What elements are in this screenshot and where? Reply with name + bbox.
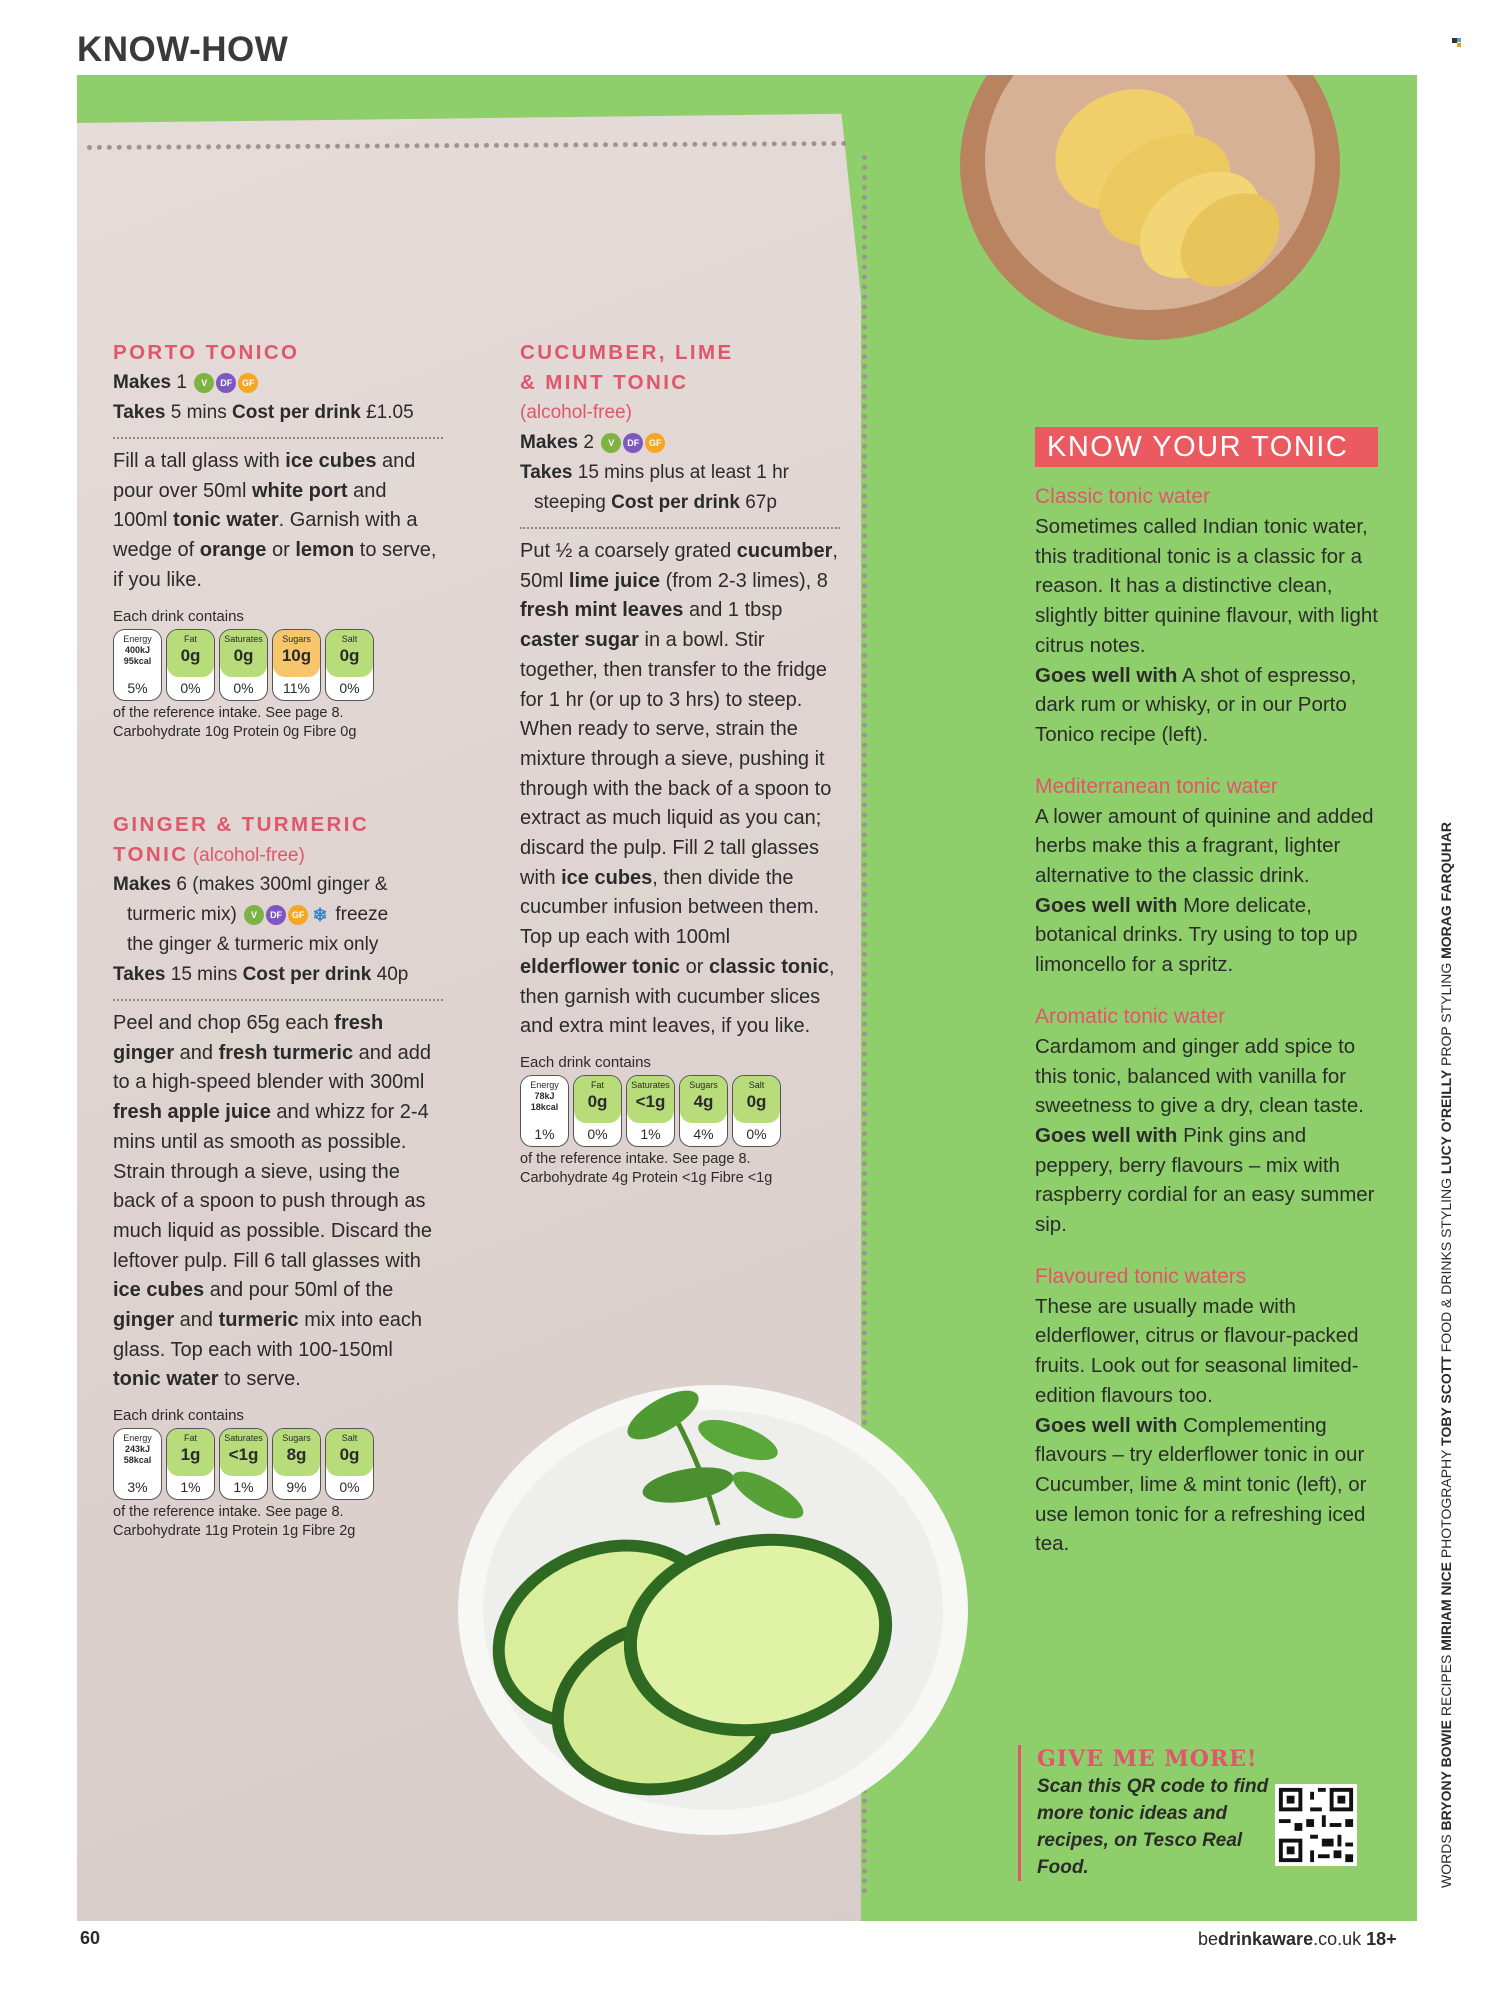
tonic-description [1035,802,1380,980]
give-me-more-panel [1018,1745,1297,1881]
nutrient-label: Sugars [282,633,311,644]
tonic-text: These are usually made with elderflower, citrus or flavour-packed fruits. Look out for seasonal limited-edition flavours too. [1035,1294,1359,1407]
nutrient-top [574,1076,621,1123]
takes-label: Takes [113,402,166,423]
nutrient-label: Saturates [224,1433,263,1444]
tonic-heading: Mediterranean tonic water [1035,774,1278,798]
nutrient-percent: 9% [286,1479,307,1496]
nutrient-top [220,1429,267,1476]
recipe-ginger-turmeric-tonic [113,810,443,1541]
method-run: Fill a tall glass with [113,450,286,472]
nutrition-panel [113,1428,443,1500]
nutrition-cell-salt [732,1075,781,1147]
method-run: to serve. [218,1368,301,1391]
credits [1438,748,1454,1888]
energy-kj: 78kJ [534,1090,555,1101]
nutrient-top [220,630,267,677]
nutrient-label: Salt [341,1433,358,1444]
tonic-section [1035,482,1380,750]
tonic-description [1035,512,1380,750]
recipe-porto-tonico [113,338,443,742]
nutrient-percent: 0% [233,679,254,696]
takes-value: 15 mins plus at least 1 hr [577,462,789,483]
divider [113,999,443,1001]
tonic-section [1035,1002,1380,1240]
takes-line [113,960,443,990]
nutrition-energy-cell [113,1428,162,1500]
cost-label: Cost per drink [611,492,740,513]
page-number: 60 [80,1928,101,1948]
nutrient-label: Fat [183,1433,197,1444]
tonic-heading: Flavoured tonic waters [1035,1264,1247,1288]
makes-label: Makes [113,372,172,393]
ginger-bowl-image [950,75,1340,340]
method-run: , then divide the cucumber infusion between them. Top up each with 100ml [520,866,820,949]
ingredient-bold: orange [199,539,267,562]
gluten-free-badge-icon: GF [288,905,308,925]
nutrient-value: 8g [286,1445,307,1465]
method-run: and [174,1041,219,1064]
nutrition-cell-saturates [219,629,268,701]
makes-value: 1 [176,372,187,393]
ingredient-bold: fresh apple juice [113,1101,271,1124]
makes-value: 6 (makes 300ml ginger & [176,874,388,895]
tonic-section [1035,1262,1380,1559]
tonic-description [1035,1032,1380,1240]
nutrition-cell-fat [166,629,215,701]
age-label: 18+ [1366,1929,1397,1949]
method-run: to serve, if you like. [113,539,437,591]
method-run: and whizz for 2-4 mins until as smooth as possible. Strain through a sieve, using the back of a spoon to push through as much liquid as possible. Discard the leftover pulp. Fill 6 tall glasses with [113,1101,433,1272]
nutrient-label: Saturates [224,633,263,644]
nutrient-percent: 0% [746,1125,767,1142]
alcohol-free-label: (alcohol-free) [520,402,632,423]
nutrient-value: <1g [228,1445,259,1465]
ingredient-bold: lemon [295,539,355,562]
nutrition-cell-salt [325,1428,374,1500]
nutrition-cell-fat [573,1075,622,1147]
nutrition-cell-saturates [219,1428,268,1500]
give-me-more-title: GIVE ME MORE! [1037,1746,1258,1772]
qr-code-icon[interactable] [1275,1784,1357,1866]
nutrient-percent: 0% [587,1125,608,1142]
ingredient-bold: fresh turmeric [218,1041,354,1064]
method-run: and [174,1309,219,1332]
section-title: KNOW-HOW [77,30,289,69]
nutrient-top [627,1076,674,1123]
tonic-description [1035,1292,1380,1559]
recipe-title: GINGER & TURMERIC [113,813,370,836]
nutrient-top [167,1429,214,1476]
nutrient-label: Sugars [282,1433,311,1444]
dairy-free-badge-icon: DF [623,433,643,453]
energy-kcal: 18kcal [530,1101,559,1112]
nutrient-top [680,1076,727,1123]
nutrient-top [273,630,320,677]
alcohol-free-label: (alcohol-free) [192,845,305,866]
credit-name: LUCY O'REILLY [1438,1066,1454,1175]
nutrient-label: Fat [590,1079,604,1090]
nutrient-value: <1g [635,1091,666,1111]
nutrient-percent: 0% [339,679,360,696]
nutrition-panel [113,629,443,701]
nutrient-top [733,1076,780,1123]
makes-line [113,870,443,900]
credit-role: WORDS [1438,1830,1454,1888]
cost-label: Cost per drink [242,964,372,985]
nutrition-title: Each drink contains [113,607,244,625]
ingredient-bold: ice cubes [561,866,653,889]
gluten-free-badge-icon: GF [645,433,665,453]
nutrition-macros: Carbohydrate 4g Protein <1g Fibre <1g [520,1169,773,1186]
nutrition-macros: Carbohydrate 11g Protein 1g Fibre 2g [113,1523,356,1540]
recipe-title: PORTO TONICO [113,341,300,364]
vegetarian-badge-icon: V [194,373,214,393]
goes-well-label: Goes well with [1035,663,1178,687]
method-run: and 1 tbsp [683,599,783,622]
takes-value: 15 mins [170,964,238,985]
nutrition-cell-sugars [272,629,321,701]
cost-line: steeping Cost per drink 67p [534,492,777,513]
method-run: or [266,539,296,562]
method-run: or [680,955,709,978]
takes-label: Takes [520,462,573,483]
nutrient-value: 0g [233,645,254,665]
ingredient-bold: elderflower tonic [520,955,681,978]
credit-name: MIRIAM NICE [1438,1558,1454,1651]
credit-role: RECIPES [1438,1650,1454,1717]
recipe-title-line2: & MINT TONIC [520,371,689,394]
dairy-free-badge-icon: DF [266,905,286,925]
energy-kcal: 95kcal [123,655,152,666]
makes-line2: turmeric mix) V DF GF ❄ freeze [127,904,389,925]
nutrient-percent: 0% [339,1479,360,1496]
cucumber-bowl-image [438,1345,968,1845]
goes-well-label: Goes well with [1035,1123,1178,1147]
method-run: mix into each glass. Top each with 100-150ml [113,1309,423,1361]
method-run: , then garnish with cucumber slices and extra mint leaves, if you like. [520,955,835,1038]
tonic-text: Cardamom and ginger add spice to this tonic, balanced with vanilla for sweetness to give a dry, clean taste. [1035,1034,1364,1118]
takes-line [520,458,840,488]
goes-well-label: Goes well with [1035,893,1178,917]
nutrition-energy-cell [113,629,162,701]
energy-percent: 1% [534,1125,555,1142]
nutrition-cell-fat [166,1428,215,1500]
goes-well-text: Complementing flavours – try elderflower tonic in our Cucumber, lime & mint tonic (left), or use lemon tonic for a refreshing iced tea. [1035,1413,1367,1556]
nutrient-value: 0g [746,1091,767,1111]
ingredient-bold: ice cubes [285,450,377,472]
makes-line [113,368,443,398]
freeze-text: freeze [335,904,389,925]
nutrient-value: 0g [180,645,201,665]
nutrient-top [326,1429,373,1476]
tonic-section [1035,772,1380,980]
nutrient-top [273,1429,320,1476]
energy-kcal: 58kcal [123,1455,152,1466]
takes-value: 5 mins [170,402,227,423]
method-text [113,1009,443,1395]
divider [520,527,840,529]
vegetarian-badge-icon: V [601,433,621,453]
makes-label: Makes [113,874,172,895]
nutrient-label: Saturates [631,1079,670,1090]
method-run: in a bowl. Stir together, then transfer to the fridge for 1 hr (or up to 3 hrs) to steep. When ready to serve, strain the mixture through a sieve, pushing it through with the back of a spoon to extract as much liquid as you can; discard the pulp. Fill 2 tall glasses with [520,629,832,889]
ingredient-bold: tonic water [113,1368,219,1391]
drinkaware-link[interactable]: bedrinkaware.co.uk 18+ [1198,1929,1397,1949]
energy-kj: 243kJ [124,1444,151,1455]
energy-top [114,1429,161,1476]
energy-percent: 5% [127,679,148,696]
cost-value: £1.05 [366,402,414,423]
corner-mark-icon [1452,38,1461,47]
nutrient-value: 1g [180,1445,201,1465]
gluten-free-badge-icon: GF [238,373,258,393]
goes-well-text: More delicate, botanical drinks. Try using to top up limoncello for a spritz. [1035,893,1358,977]
ingredient-bold: cucumber [736,540,833,562]
divider [113,437,443,439]
snowflake-icon: ❄ [312,904,328,925]
know-your-tonic-title: KNOW YOUR TONIC [1035,427,1378,467]
nutrient-label: Sugars [689,1079,718,1090]
credit-role: FOOD & DRINKS STYLING [1438,1174,1454,1353]
nutrition-title: Each drink contains [113,1407,244,1425]
recipe-cucumber-lime-mint-tonic [520,338,840,1188]
goes-well-label: Goes well with [1035,1413,1178,1437]
credit-name: TOBY SCOTT [1438,1352,1454,1446]
energy-percent: 3% [127,1479,148,1496]
energy-label: Energy [123,1433,152,1444]
vegetarian-badge-icon: V [244,905,264,925]
nutrition-cell-sugars [272,1428,321,1500]
credit-name: MORAG FARQUHAR [1438,822,1454,959]
ingredient-bold: turmeric [218,1309,299,1332]
goes-well-text: Pink gins and peppery, berry flavours – mix with raspberry cordial for an easy summer sip. [1035,1123,1375,1237]
nutrient-percent: 1% [640,1125,661,1142]
ingredient-bold: ice cubes [113,1279,205,1302]
makes-line [520,428,840,458]
nutrient-value: 10g [281,645,312,665]
ingredient-bold: lime juice [568,569,661,592]
nutrition-title: Each drink contains [520,1053,651,1071]
method-run: . Garnish with a wedge of [113,509,418,562]
nutrient-label: Salt [748,1079,765,1090]
nutrition-footer: of the reference intake. See page 8. [113,1504,344,1521]
tonic-text: A lower amount of quinine and added herbs make this a fragrant, lighter alternative to the classic drink. [1035,804,1374,888]
cost-value: 40p [376,964,409,985]
energy-top [114,630,161,677]
tonic-heading: Classic tonic water [1035,485,1211,508]
nutrient-percent: 4% [693,1125,714,1142]
nutrient-percent: 1% [233,1479,254,1496]
nutrition-cell-sugars [679,1075,728,1147]
method-run: (from 2-3 limes), 8 [660,569,828,592]
tonic-text: Sometimes called Indian tonic water, this traditional tonic is a classic for a reason. It has a distinctive clean, slightly bitter quinine flavour, with light citrus notes. [1035,515,1378,657]
dairy-free-badge-icon: DF [216,373,236,393]
give-me-more-text: Scan this QR code to find more tonic ideas and recipes, on Tesco Real Food. [1037,1776,1269,1878]
credit-role: PROP STYLING [1438,958,1454,1066]
ingredient-bold: ginger [113,1309,175,1332]
credit-name: BRYONY BOWIE [1438,1716,1454,1831]
recipe-title-line2: TONIC (alcohol-free) [113,843,305,866]
nutrient-label: Salt [341,633,358,644]
method-text [113,447,443,596]
makes-value: 2 [583,432,594,453]
nutrient-top [167,630,214,677]
takes-label: Takes [113,964,166,985]
ingredient-bold: classic tonic [708,955,829,978]
method-run: and 100ml [113,479,387,532]
nutrient-percent: 11% [283,679,310,696]
method-text [520,537,840,1042]
nutrition-panel [520,1075,840,1147]
freeze-note: the ginger & turmeric mix only [127,934,379,955]
nutrition-cell-saturates [626,1075,675,1147]
recipe-title: CUCUMBER, LIME [520,341,734,364]
ingredient-bold: caster sugar [520,629,639,652]
nutrient-value: 0g [339,1445,360,1465]
nutrient-value: 0g [339,645,360,665]
method-run: , 50ml [520,540,838,592]
tonic-heading: Aromatic tonic water [1035,1004,1226,1028]
ingredient-bold: fresh mint leaves [520,599,684,622]
makes-label: Makes [520,432,579,453]
cost-label: Cost per drink [232,402,361,423]
nutrition-footer: of the reference intake. See page 8. [520,1150,751,1167]
credit-role: PHOTOGRAPHY [1438,1445,1454,1559]
ingredient-bold: tonic water [173,509,279,532]
nutrition-cell-salt [325,629,374,701]
cost-value: 67p [745,492,777,513]
nutrient-value: 0g [587,1091,608,1111]
nutrition-energy-cell [520,1075,569,1147]
nutrition-footer: of the reference intake. See page 8. [113,704,344,721]
method-run: Peel and chop 65g each [113,1012,335,1034]
method-run: and add to a high-speed blender with 300ml [113,1041,431,1094]
ingredient-bold: white port [251,479,348,502]
nutrient-top [326,630,373,677]
nutrition-macros: Carbohydrate 10g Protein 0g Fibre 0g [113,723,357,740]
nutrient-percent: 1% [180,1479,201,1496]
goes-well-text: A shot of espresso, dark rum or whisky, or in our Porto Tonico recipe (left). [1035,663,1357,746]
method-run: and pour over 50ml [113,450,416,502]
energy-label: Energy [530,1079,559,1090]
energy-label: Energy [123,633,152,644]
ingredient-bold: fresh ginger [113,1012,384,1064]
know-your-tonic-list [1035,482,1380,1581]
method-run: Put ½ a coarsely grated [520,540,737,562]
nutrient-percent: 0% [180,679,201,696]
nutrient-label: Fat [183,633,197,644]
takes-line [113,398,443,428]
method-run: and pour 50ml of the [204,1279,394,1302]
energy-kj: 400kJ [124,644,151,655]
nutrient-value: 4g [693,1091,714,1111]
energy-top [521,1076,568,1123]
